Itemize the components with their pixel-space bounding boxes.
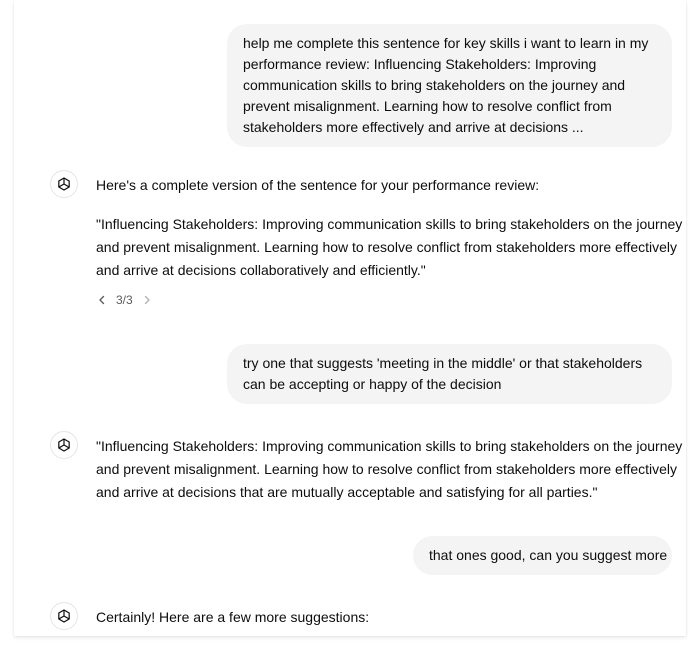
assistant-quote-text: "Influencing Stakeholders: Improving communication skills to bring stakeholders on the journey and prevent misalignment. Learning how to resolve conflict from stakeholders more effectively and arrive at decisions that are mutually acceptable and satisfying for all parties." <box>96 438 683 500</box>
assistant-intro-text: Certainly! Here are a few more suggestions: <box>96 609 370 625</box>
assistant-message <box>96 606 686 629</box>
chevron-left-icon[interactable] <box>94 292 110 308</box>
user-message-bubble <box>413 536 672 575</box>
response-pager <box>94 290 155 310</box>
assistant-avatar <box>50 602 78 630</box>
chevron-right-icon[interactable] <box>139 292 155 308</box>
user-message-text: try one that suggests 'meeting in the middle' or that stakeholders can be accepting or happy of the decision <box>243 355 643 392</box>
assistant-avatar <box>50 170 78 198</box>
user-message-bubble <box>227 24 672 147</box>
user-message-bubble <box>227 344 672 404</box>
assistant-avatar <box>50 431 78 459</box>
user-message-text: that ones good, can you suggest more <box>429 547 668 563</box>
assistant-message <box>96 435 686 504</box>
chat-window <box>14 0 686 636</box>
user-message-text: help me complete this sentence for key skills i want to learn in my performance review: Influencing Stakeholders: Improving communication skills to bring stakeholders on the journey and prevent misalignment. Learning how to resolve conflict from stakeholders more effectively and arrive at decisions ... <box>243 35 649 135</box>
openai-logo-icon <box>55 436 73 454</box>
assistant-intro-text: Here's a complete version of the sentence for your performance review: <box>96 177 540 193</box>
openai-logo-icon <box>55 175 73 193</box>
pager-count: 3/3 <box>116 293 133 307</box>
assistant-quote-text: "Influencing Stakeholders: Improving communication skills to bring stakeholders on the journey and prevent misalignment. Learning how to resolve conflict from stakeholders more effectively and arrive at decisions collaboratively and efficiently." <box>96 216 683 278</box>
assistant-message <box>96 174 686 282</box>
openai-logo-icon <box>55 607 73 625</box>
